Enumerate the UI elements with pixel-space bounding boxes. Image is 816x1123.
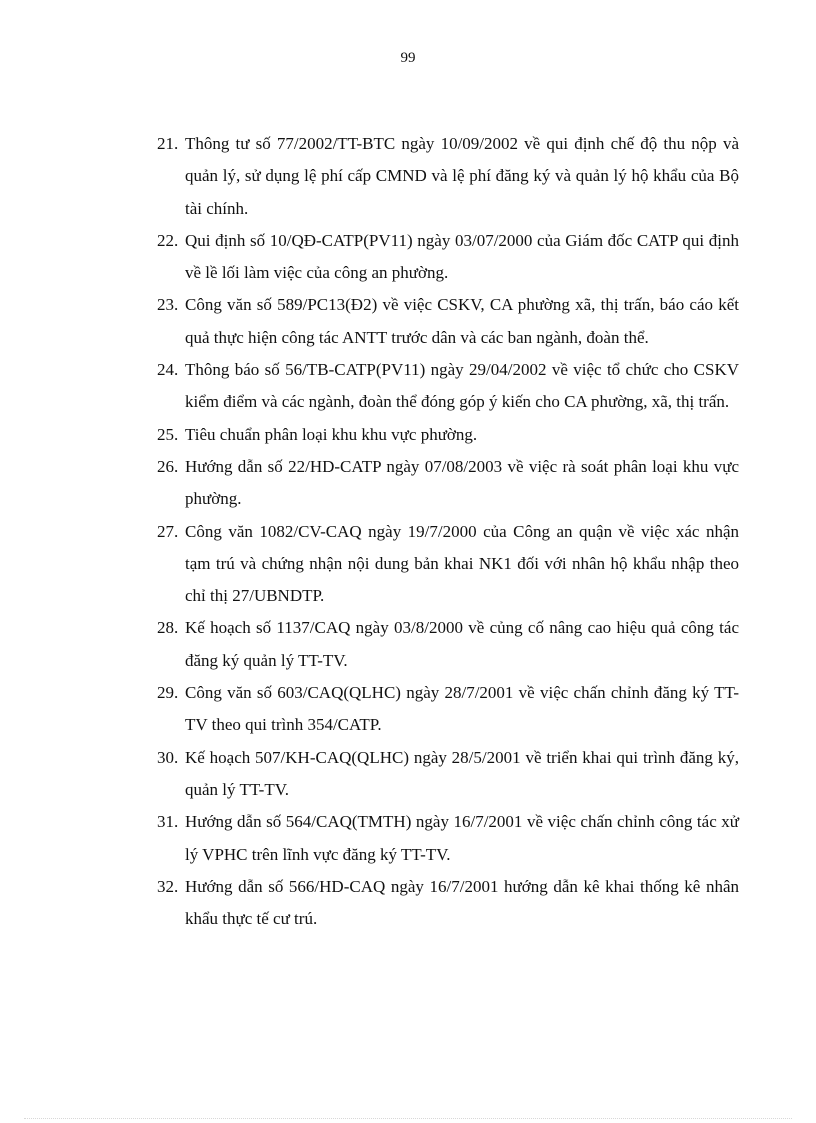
reference-item — [157, 225, 739, 290]
page-bottom-divider — [24, 1118, 792, 1119]
reference-text: Tiêu chuẩn phân loại khu khu vực phường. — [185, 424, 478, 444]
reference-text: Thông báo số 56/TB-CATP(PV11) ngày 29/04/2002 về việc tổ chức cho CSKV kiểm điểm và các ngành, đoàn thể đóng góp ý kiến cho CA phường, xã, thị trấn. — [185, 360, 739, 412]
reference-text: Công văn 1082/CV-CAQ ngày 19/7/2000 của Công an quận về việc xác nhận tạm trú và chứng nhận nội dung bản khai NK1 đối với nhân hộ khẩu nhập theo chỉ thị 27/UBNDTP. — [185, 521, 739, 606]
reference-item — [157, 354, 739, 419]
reference-item — [157, 419, 739, 451]
reference-item — [157, 612, 739, 677]
reference-number: 32. — [157, 876, 179, 896]
reference-number: 26. — [157, 456, 179, 476]
reference-number: 21. — [157, 134, 179, 153]
reference-text: Công văn số 589/PC13(Đ2) về việc CSKV, CA phường xã, thị trấn, báo cáo kết quả thực hiện công tác ANTT trước dân và các ban ngành, đoàn thể. — [185, 295, 739, 347]
page-number: 99 — [400, 50, 416, 66]
reference-number: 30. — [157, 747, 179, 767]
reference-text: Kế hoạch 507/KH-CAQ(QLHC) ngày 28/5/2001 về triển khai qui trình đăng ký, quản lý TT-TV. — [185, 747, 739, 799]
reference-item — [157, 871, 739, 936]
reference-text: Hướng dẫn số 566/HD-CAQ ngày 16/7/2001 hướng dẫn kê khai thống kê nhân khẩu thực tế cư trú. — [185, 876, 739, 929]
reference-number: 31. — [157, 812, 179, 832]
reference-number: 25. — [157, 424, 179, 444]
reference-item — [157, 289, 739, 354]
reference-text: Hướng dẫn số 22/HD-CATP ngày 07/08/2003 về việc rà soát phân loại khu vực phường. — [185, 456, 739, 509]
reference-text: Công văn số 603/CAQ(QLHC) ngày 28/7/2001 về việc chấn chỉnh đăng ký TT-TV theo qui trình 354/CATP. — [185, 683, 739, 735]
reference-item — [157, 128, 739, 225]
reference-item — [157, 742, 739, 807]
reference-item — [157, 806, 739, 871]
reference-number: 24. — [157, 360, 179, 380]
reference-number: 23. — [157, 295, 179, 315]
reference-number: 27. — [157, 521, 179, 541]
reference-item — [157, 677, 739, 742]
reference-number: 29. — [157, 683, 179, 703]
reference-text: Hướng dẫn số 564/CAQ(TMTH) ngày 16/7/2001 về việc chấn chỉnh công tác xử lý VPHC trên lĩnh vực đăng ký TT-TV. — [185, 812, 739, 864]
reference-list — [157, 128, 739, 935]
reference-number: 22. — [157, 230, 179, 250]
reference-number: 28. — [157, 618, 179, 638]
reference-item — [157, 516, 739, 613]
reference-text: Kế hoạch số 1137/CAQ ngày 03/8/2000 về củng cố nâng cao hiệu quả công tác đăng ký quản lý TT-TV. — [185, 618, 739, 670]
reference-item — [157, 451, 739, 516]
reference-text: Qui định số 10/QĐ-CATP(PV11) ngày 03/07/2000 của Giám đốc CATP qui định về lề lối làm việc của công an phường. — [185, 230, 739, 283]
reference-text: Thông tư số 77/2002/TT-BTC ngày 10/09/2002 về qui định chế độ thu nộp và quản lý, sử dụng lệ phí cấp CMND và lệ phí đăng ký và quản lý hộ khẩu của Bộ tài chính. — [185, 134, 739, 218]
